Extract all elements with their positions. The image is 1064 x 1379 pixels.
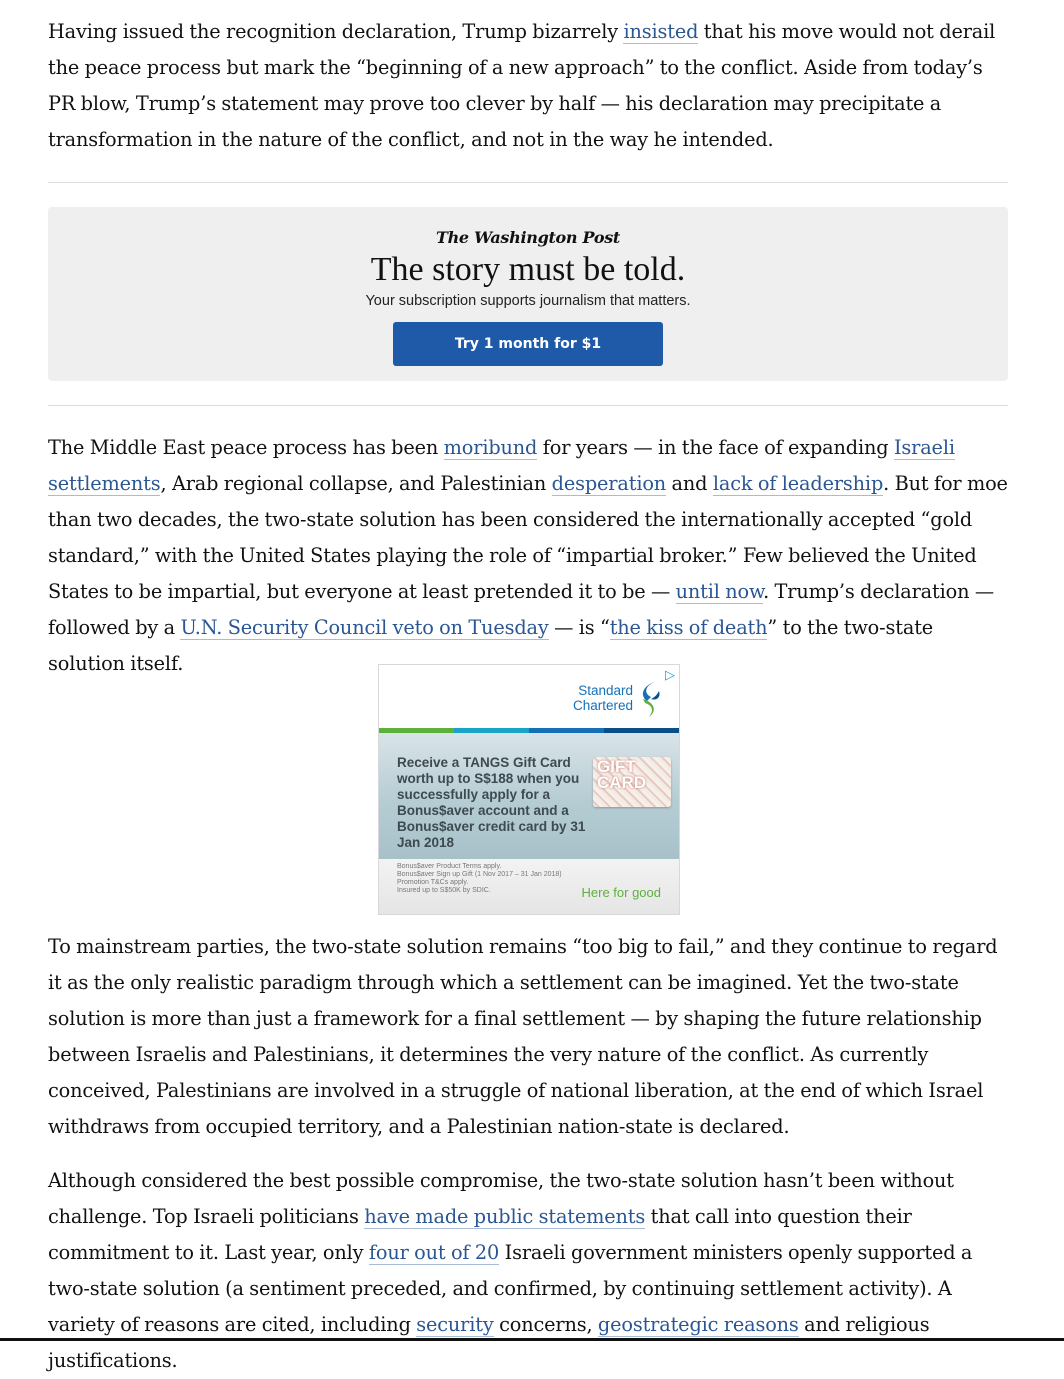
divider-bottom (48, 405, 1008, 406)
ad-offer-text: Receive a TANGS Gift Card worth up to S$188 when you successfully apply for a Bonus$aver account and a Bonus$aver credit card by 31 Jan 2018 (397, 755, 586, 850)
paragraph-segment: Israeli government ministers openly supported a two-state solution (a sentiment preceded, and confirmed, by continuing settlement activity). A variety of reasons are cited, including (48, 1241, 973, 1336)
paragraph-segment: To mainstream parties, the two-state solution remains “too big to fail,” and they continue to regard it as the only realistic paradigm through which a settlement can be imagined. Yet the two-state solution is more than just a framework for a final settlement — by shaping the future relationship between Israelis and Palestinians, it determines the very nature of the conflict. As currently conceived, Palestinians are involved in a struggle of national liberation, at the end of which Israel withdraws from occupied territory, and a Palestinian nation-state is declared. (48, 935, 998, 1138)
paragraph-segment: concerns, (493, 1313, 598, 1336)
article-link[interactable]: insisted (623, 20, 699, 43)
article-link[interactable]: U.N. Security Council veto on Tuesday (180, 616, 549, 639)
gift-card-image (593, 757, 671, 807)
ad-brand-name (573, 683, 633, 713)
paragraph-segment: — is “ (548, 616, 610, 639)
article-paragraph-4 (48, 1163, 1008, 1379)
paragraph-segment: and religious justifications. (48, 1313, 930, 1372)
ad-fine-print (397, 863, 597, 895)
article-link[interactable]: until now (675, 580, 764, 603)
article-link[interactable]: have made public statements (364, 1205, 646, 1228)
fine-print-line: Insured up to S$50K by SDIC. (397, 887, 491, 894)
paragraph-segment: . Trump’s declaration — followed by a (48, 580, 994, 639)
gift-card-label-line2: CARD (597, 773, 647, 792)
paragraph-segment: , Arab regional collapse, and Palestinian (160, 472, 552, 495)
paragraph-segment: ” to the two-state solution itself. (48, 616, 934, 675)
fine-print-line: Bonus$aver Sign up Gift (1 Nov 2017 – 31 Jan 2018) (397, 871, 562, 878)
promo-headline: The story must be told. (370, 251, 686, 288)
ad-panel (379, 733, 679, 859)
article-link[interactable]: lack of leadership (712, 472, 884, 495)
article-paragraph-1 (48, 14, 1008, 158)
article-link[interactable]: the kiss of death (609, 616, 768, 639)
paragraph-text (48, 14, 1008, 158)
paragraph-segment: that his move would not derail the peace process but mark the “beginning of a new approach” to the conflict. Aside from today’s PR blow, Trump’s statement may prove too clever by half — his declaration may precipitate a transformation in the nature of the conflict, and not in the way he intended. (48, 20, 996, 151)
paragraph-segment: The Middle East peace process has been (48, 436, 444, 459)
article-link[interactable]: moribund (443, 436, 538, 459)
article-link[interactable]: four out of 20 (368, 1241, 500, 1264)
display-ad[interactable] (378, 664, 680, 915)
standard-chartered-logo-icon (637, 679, 663, 719)
paragraph-segment: . But for moe than two decades, the two-state solution has been considered the internationally accepted “gold standard,” with the United States playing the role of “impartial broker.” Few believed the United States to be impartial, but everyone at least pretended it to be — (48, 472, 1008, 603)
article-paragraph-2 (48, 430, 1008, 682)
subscribe-button[interactable]: Try 1 month for $1 (393, 322, 663, 366)
article-link[interactable]: Israeli settlements (48, 436, 955, 495)
paragraph-text (48, 1163, 1008, 1379)
subscription-promo (48, 207, 1008, 381)
paragraph-segment: and (666, 472, 713, 495)
promo-subtext: Your subscription supports journalism that matters. (365, 293, 691, 309)
washington-post-logo: The Washington Post (435, 228, 620, 247)
paragraph-segment: Although considered the best possible compromise, the two-state solution hasn’t been without challenge. Top Israeli politicians (48, 1169, 954, 1228)
fine-print-line: Bonus$aver Product Terms apply. (397, 863, 502, 870)
ad-tagline: Here for good (581, 885, 661, 900)
paragraph-segment: that call into question their commitment to it. Last year, only (48, 1205, 912, 1264)
adchoices-icon[interactable]: ▷ (665, 667, 675, 682)
ad-brand-line2: Chartered (572, 698, 633, 713)
gift-card-label-line1: GIFT (597, 757, 636, 776)
article-link[interactable]: desperation (551, 472, 667, 495)
paragraph-text (48, 929, 1008, 1145)
ad-brand-line1: Standard (578, 683, 633, 698)
article-paragraph-3 (48, 929, 1008, 1145)
article-link[interactable]: security (416, 1313, 494, 1336)
divider-top (48, 182, 1008, 183)
article-link[interactable]: geostrategic reasons (597, 1313, 799, 1336)
fine-print-line: Promotion T&Cs apply. (397, 879, 469, 886)
paragraph-segment: for years — in the face of expanding (537, 436, 894, 459)
paragraph-segment: Having issued the recognition declaration, Trump bizarrely (48, 20, 624, 43)
paragraph-text (48, 430, 1008, 682)
